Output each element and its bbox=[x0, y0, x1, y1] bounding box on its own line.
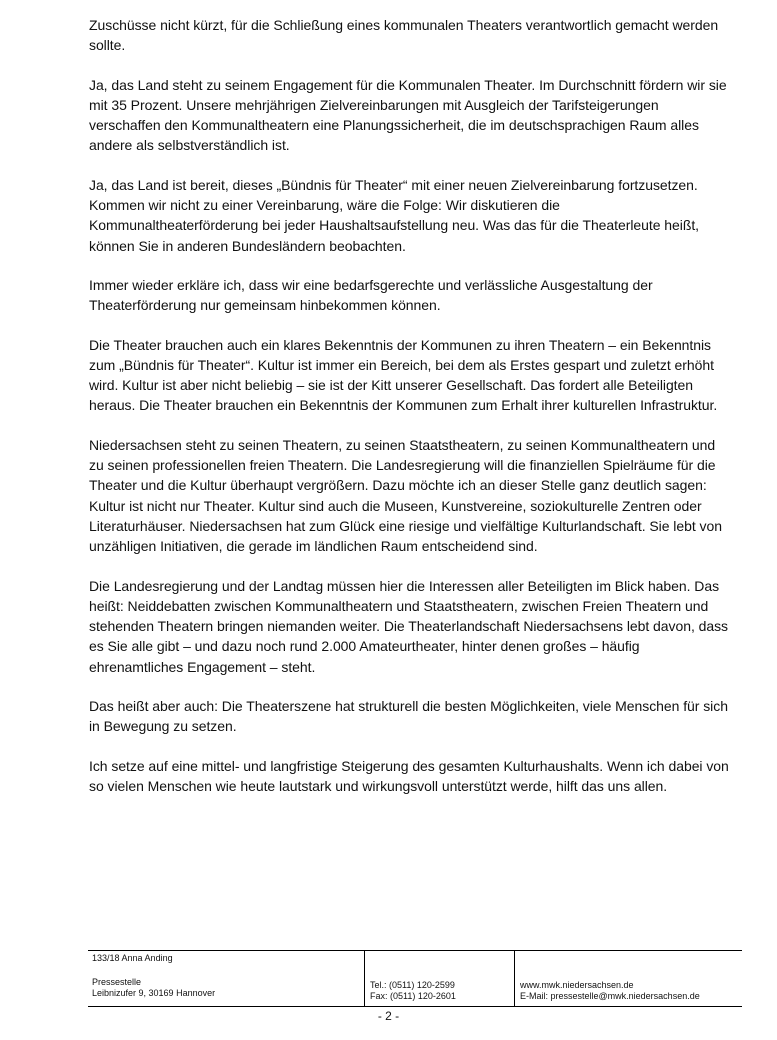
paragraph-6: Niedersachsen steht zu seinen Theatern, zu seinen Staatstheatern, zu seinen Kommunaltheatern und zu seinen professionellen freien Theatern. Die Landesregierung will die finanziellen Spielräume für die Theater und die Kultur überhaupt vergrößern. Dazu möchte ich an dieser Stelle ganz deutlich sagen: Kultur ist nicht nur Theater. Kultur sind auch die Museen, Kunstvereine, soziokulturelle Zentren oder Literaturhäuser. Niedersachsen hat zum Glück eine riesige und vielfältige Kulturlandschaft. Sie lebt von unzähligen Initiativen, die gerade im ländlichen Raum entscheidend sind. bbox=[89, 436, 722, 555]
paragraph-4: Immer wieder erkläre ich, dass wir eine bedarfsgerechte und verlässliche Ausgestaltung der Theaterförderung nur gemeinsam hinbekommen können. bbox=[89, 276, 653, 314]
footer-tel: Tel.: (0511) 120-2599 bbox=[370, 980, 455, 990]
document-body bbox=[89, 15, 729, 815]
page-number: - 2 - bbox=[377, 1009, 400, 1023]
footer-phone-column bbox=[364, 951, 515, 1006]
footer-office: Pressestelle bbox=[92, 977, 142, 987]
paragraph-3: Ja, das Land ist bereit, dieses „Bündnis für Theater“ mit einer neuen Zielvereinbarung fortzusetzen. Kommen wir nicht zu einer Vereinbarung, wäre die Folge: Wir diskutieren die Kommunaltheaterförderung bei jeder Haushaltsaufstellung neu. Was das für die Theaterleute heißt, können Sie in anderen Bundesländern beobachten. bbox=[89, 176, 700, 254]
paragraph-8: Das heißt aber auch: Die Theaterszene hat strukturell die besten Möglichkeiten, viele Menschen für sich in Bewegung zu setzen. bbox=[89, 698, 728, 735]
paragraph-9: Ich setze auf eine mittel- und langfristige Steigerung des gesamten Kulturhaushalts. Wenn ich dabei von so vielen Menschen wie heute lautstark und wirkungsvoll unterstützt werde, hilft das uns allen. bbox=[89, 757, 729, 794]
footer-fax: Fax: (0511) 120-2601 bbox=[370, 991, 456, 1001]
paragraph-2: Ja, das Land steht zu seinem Engagement für die Kommunalen Theater. Im Durchschnitt fördern wir sie mit 35 Prozent. Unsere mehrjährigen Zielvereinbarungen mit Ausgleich der Tarifsteigerungen verschaffen den Kommunaltheatern eine Planungssicherheit, die im deutschsprachigen Raum alles andere als selbstverständlich ist. bbox=[89, 76, 727, 154]
footer-phone-block bbox=[370, 980, 456, 1002]
footer-web-column bbox=[514, 951, 743, 1006]
paragraph-7: Die Landesregierung und der Landtag müssen hier die Interessen aller Beteiligten im Blick haben. Das heißt: Neiddebatten zwischen Kommunaltheatern und Staatstheatern, zwischen Freien Theatern und stehenden Theatern bringen niemanden weiter. Die Theaterlandschaft Niedersachsens lebt davon, dass es Sie alle gibt – und dazu noch rund 2.000 Amateurtheater, hinter denen großes – häufig ehrenamtliches Engagement – steht. bbox=[89, 577, 728, 675]
footer-reference: 133/18 Anna Anding bbox=[92, 953, 173, 963]
footer-address-block bbox=[92, 977, 215, 999]
paragraph-1: Zuschüsse nicht kürzt, für die Schließung eines kommunalen Theaters verantwortlich gemacht werden sollte. bbox=[89, 17, 719, 54]
page-footer bbox=[88, 950, 742, 1007]
footer-email: E-Mail: pressestelle@mwk.niedersachsen.de bbox=[520, 991, 700, 1001]
footer-address: Leibnizufer 9, 30169 Hannover bbox=[92, 988, 216, 998]
footer-sender-column bbox=[88, 951, 364, 1006]
paragraph-5: Die Theater brauchen auch ein klares Bekenntnis der Kommunen zu ihren Theatern – ein Bekenntnis zum „Bündnis für Theater“. Kultur ist immer ein Bereich, bei dem als Erstes gespart und zuletzt erhöht wird. Kultur ist aber nicht beliebig – sie ist der Kitt unserer Gesellschaft. Das fordert alle Beteiligten heraus. Die Theater brauchen ein Bekenntnis der Kommunen zum Erhalt ihrer kulturellen Infrastruktur. bbox=[89, 336, 718, 414]
footer-web-block bbox=[520, 980, 700, 1002]
footer-website: www.mwk.niedersachsen.de bbox=[520, 980, 634, 990]
